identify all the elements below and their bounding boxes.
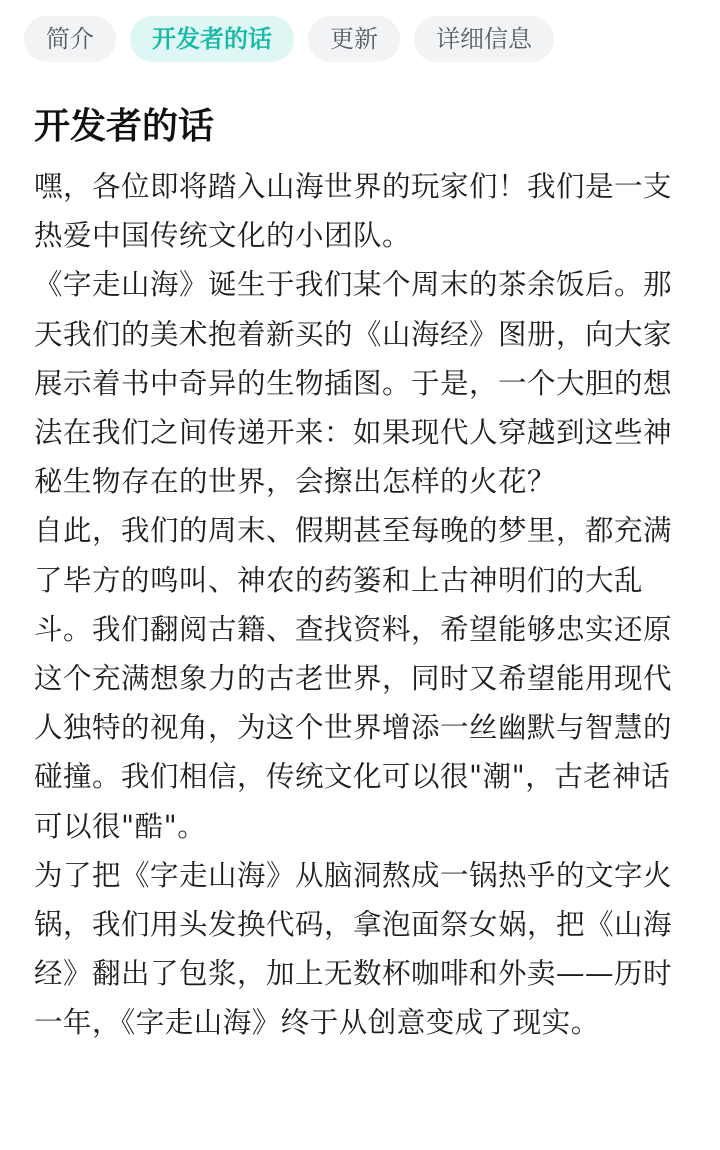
tab-updates[interactable]: 更新 xyxy=(308,16,400,62)
tab-bar xyxy=(24,16,554,62)
section-title: 开发者的话 xyxy=(34,105,215,147)
tab-intro[interactable]: 简介 xyxy=(24,16,116,62)
tab-details[interactable]: 详细信息 xyxy=(414,16,554,62)
paragraph: 为了把《字走山海》从脑洞熬成一锅热乎的文字火锅，我们用头发换代码，拿泡面祭女娲，把《山海经》翻出了包浆，加上无数杯咖啡和外卖——历时一年，《字走山海》终于从创意变成了现实。 xyxy=(34,858,673,1040)
paragraph: 《字走山海》诞生于我们某个周末的茶余饭后。那天我们的美术抱着新买的《山海经》图册，向大家展示着书中奇异的生物插图。于是，一个大胆的想法在我们之间传递开来：如果现代人穿越到这些神秘生物存在的世界，会擦出怎样的火花？ xyxy=(34,268,673,499)
developer-notes-content xyxy=(34,162,694,1048)
tab-developer-notes[interactable]: 开发者的话 xyxy=(130,16,294,62)
paragraph: 嘿，各位即将踏入山海世界的玩家们！我们是一支热爱中国传统文化的小团队。 xyxy=(34,170,673,253)
paragraph: 自此，我们的周末、假期甚至每晚的梦里，都充满了毕方的鸣叫、神农的药篓和上古神明们的大乱斗。我们翻阅古籍、查找资料，希望能够忠实还原这个充满想象力的古老世界，同时又希望能用现代人独特的视角，为这个世界增添一丝幽默与智慧的碰撞。我们相信，传统文化可以很"潮"，古老神话可以很"酷"。 xyxy=(34,514,673,843)
